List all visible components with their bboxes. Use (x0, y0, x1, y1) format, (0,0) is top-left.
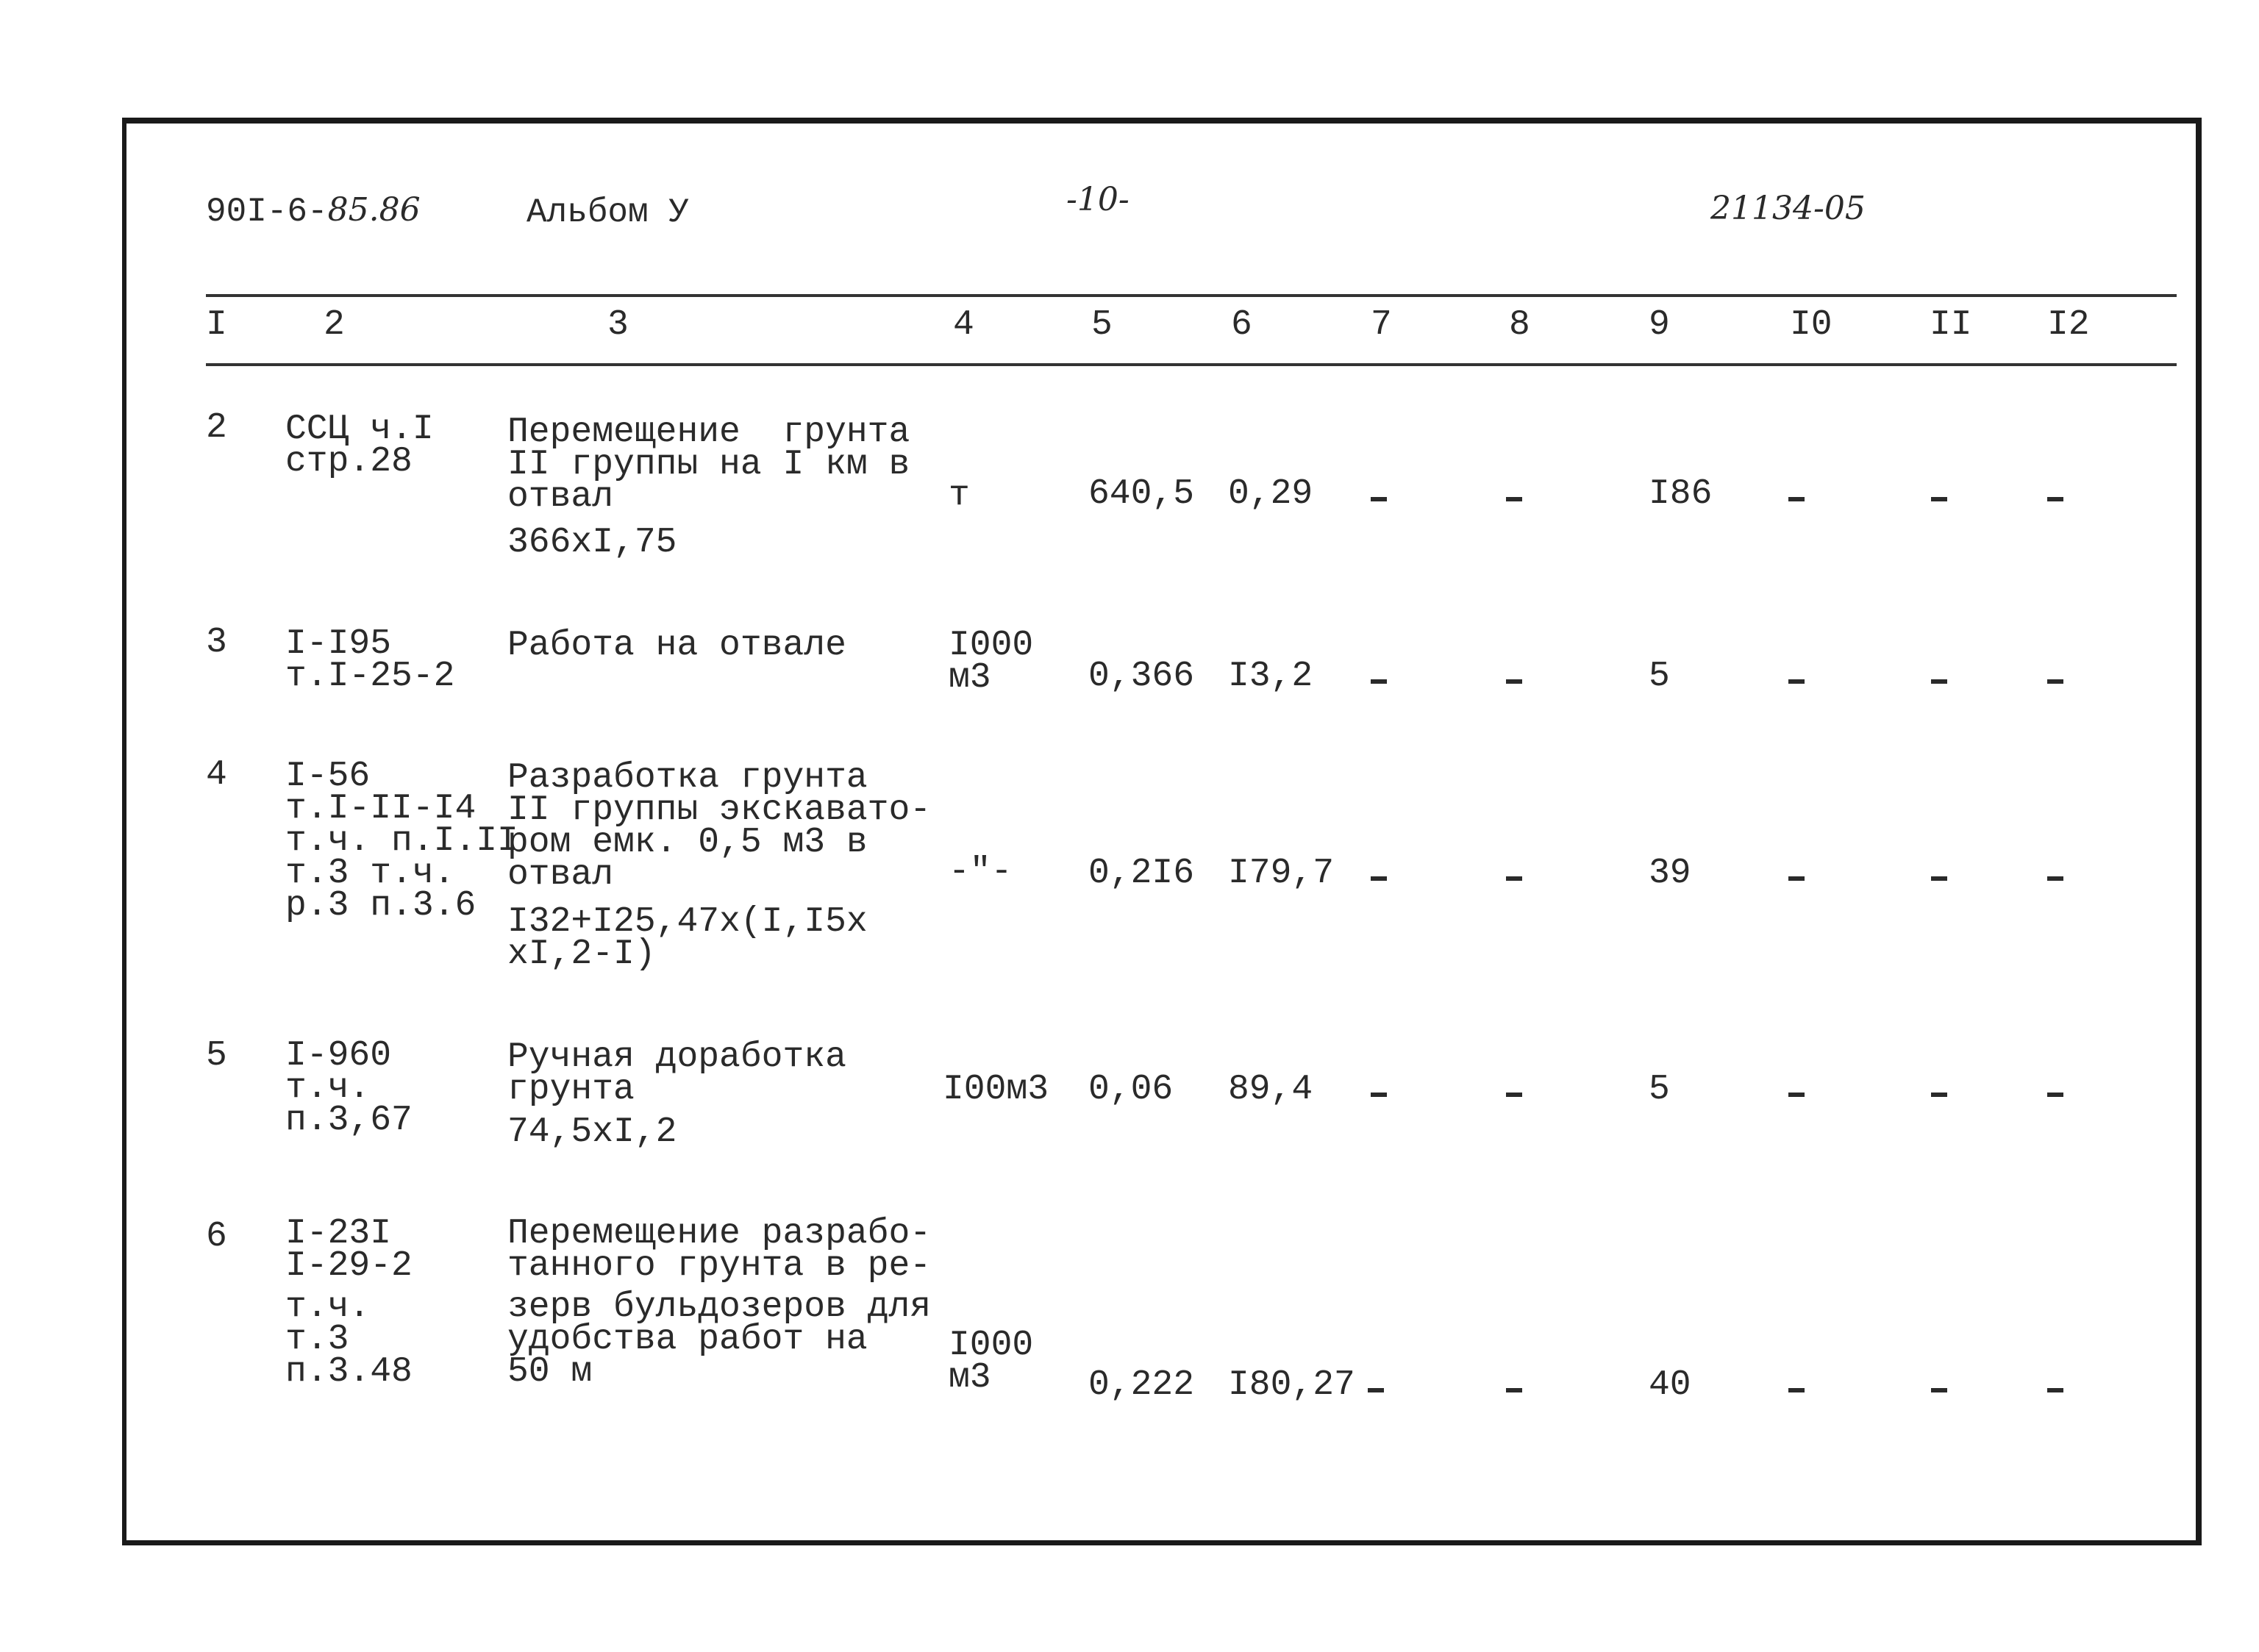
row-calculation: I32+I25,47х(I,I5х хI,2-I) (507, 902, 868, 974)
row-col11-dash (1931, 876, 1947, 881)
row-col12-dash (2047, 497, 2063, 501)
row-total: I86 (1649, 474, 1713, 514)
row-description: Ручная доработка грунта (507, 1037, 846, 1109)
column-number-7: 7 (1371, 305, 1392, 345)
column-number-10: I0 (1790, 305, 1832, 345)
header-rule-bottom (206, 363, 2177, 366)
row-price: I80,27 (1228, 1365, 1355, 1405)
page-number: -10- (1066, 181, 1130, 218)
row-col10-dash (1788, 497, 1805, 501)
row-price: I3,2 (1228, 657, 1313, 696)
row-reference: I-960 т.ч. п.3,67 (285, 1036, 413, 1140)
row-col11-dash (1931, 679, 1947, 684)
column-number-8: 8 (1509, 305, 1530, 345)
row-number: 5 (206, 1036, 227, 1076)
row-reference: I-23I I-29-2 т.ч. т.3 п.3.48 (285, 1214, 413, 1392)
row-reference: ССЦ ч.I стр.28 (285, 410, 434, 482)
column-number-9: 9 (1649, 305, 1670, 345)
row-total: 39 (1649, 854, 1691, 893)
row-unit: -"- (949, 852, 1013, 892)
row-number: 4 (206, 755, 227, 795)
row-quantity: 0,06 (1088, 1070, 1174, 1109)
row-description: Перемещение разрабо- танного грунта в ре- зерв бульдозеров для удобства работ на 50 м (507, 1214, 932, 1392)
column-number-11: II (1930, 305, 1972, 345)
row-col12-dash (2047, 1093, 2063, 1097)
row-unit: т (949, 476, 970, 515)
row-unit: I000 м3 (949, 1326, 1034, 1398)
album-label: Альбом У (527, 193, 689, 232)
row-total: 40 (1649, 1365, 1691, 1405)
row-col7-dash (1371, 1093, 1387, 1097)
column-number-4: 4 (953, 305, 974, 345)
header-rule-top (206, 294, 2177, 297)
row-description: Работа на отвале (507, 626, 846, 665)
document-code-prefix: 90I-6- (206, 193, 328, 231)
row-col8-dash (1506, 876, 1522, 881)
column-number-6: 6 (1231, 305, 1252, 345)
row-col7-dash (1371, 497, 1387, 501)
row-col11-dash (1931, 1388, 1947, 1392)
row-quantity: 640,5 (1088, 474, 1195, 514)
document-code-handwritten: 85.86 (327, 191, 421, 229)
row-quantity: 0,222 (1088, 1365, 1195, 1405)
row-calculation: 366хI,75 (507, 523, 677, 562)
row-price: 89,4 (1228, 1070, 1313, 1109)
row-col11-dash (1931, 497, 1947, 501)
column-number-3: 3 (607, 305, 629, 345)
row-number: 6 (206, 1217, 227, 1256)
document-code (206, 191, 421, 231)
row-col7-dash (1371, 876, 1387, 881)
row-col11-dash (1931, 1093, 1947, 1097)
row-number: 3 (206, 623, 227, 662)
column-number-2: 2 (324, 305, 345, 345)
row-calculation: 74,5хI,2 (507, 1112, 677, 1152)
column-number-12: I2 (2047, 305, 2090, 345)
row-quantity: 0,2I6 (1088, 854, 1195, 893)
row-description: Разработка грунта II группы экскавато- ром емк. 0,5 м3 в отвал (507, 758, 932, 895)
row-col10-dash (1788, 679, 1805, 684)
row-description: Перемещение грунта II группы на I км в отвал (507, 412, 910, 517)
row-quantity: 0,366 (1088, 657, 1195, 696)
row-total: 5 (1649, 1070, 1670, 1109)
row-price: I79,7 (1228, 854, 1335, 893)
row-col12-dash (2047, 1388, 2063, 1392)
row-col10-dash (1788, 1388, 1805, 1392)
row-col8-dash (1506, 679, 1522, 684)
row-col12-dash (2047, 876, 2063, 881)
row-price: 0,29 (1228, 474, 1313, 514)
column-number-1: I (206, 305, 227, 345)
row-col10-dash (1788, 876, 1805, 881)
row-col8-dash (1506, 1093, 1522, 1097)
column-number-5: 5 (1091, 305, 1113, 345)
row-total: 5 (1649, 657, 1670, 696)
row-col7-dash (1368, 1388, 1384, 1392)
row-col7-dash (1371, 679, 1387, 684)
row-number: 2 (206, 408, 227, 448)
row-reference: I-56 т.I-II-I4 т.ч. п.I.II т.3 т.ч. р.3 п.3.6 (285, 757, 518, 926)
row-col10-dash (1788, 1093, 1805, 1097)
row-unit: I00м3 (943, 1070, 1049, 1109)
row-unit: I000 м3 (949, 626, 1034, 698)
row-col8-dash (1506, 1388, 1522, 1392)
row-col8-dash (1506, 497, 1522, 501)
row-reference: I-I95 т.I-25-2 (285, 624, 455, 696)
document-number: 21134-05 (1710, 190, 1866, 227)
row-col12-dash (2047, 679, 2063, 684)
